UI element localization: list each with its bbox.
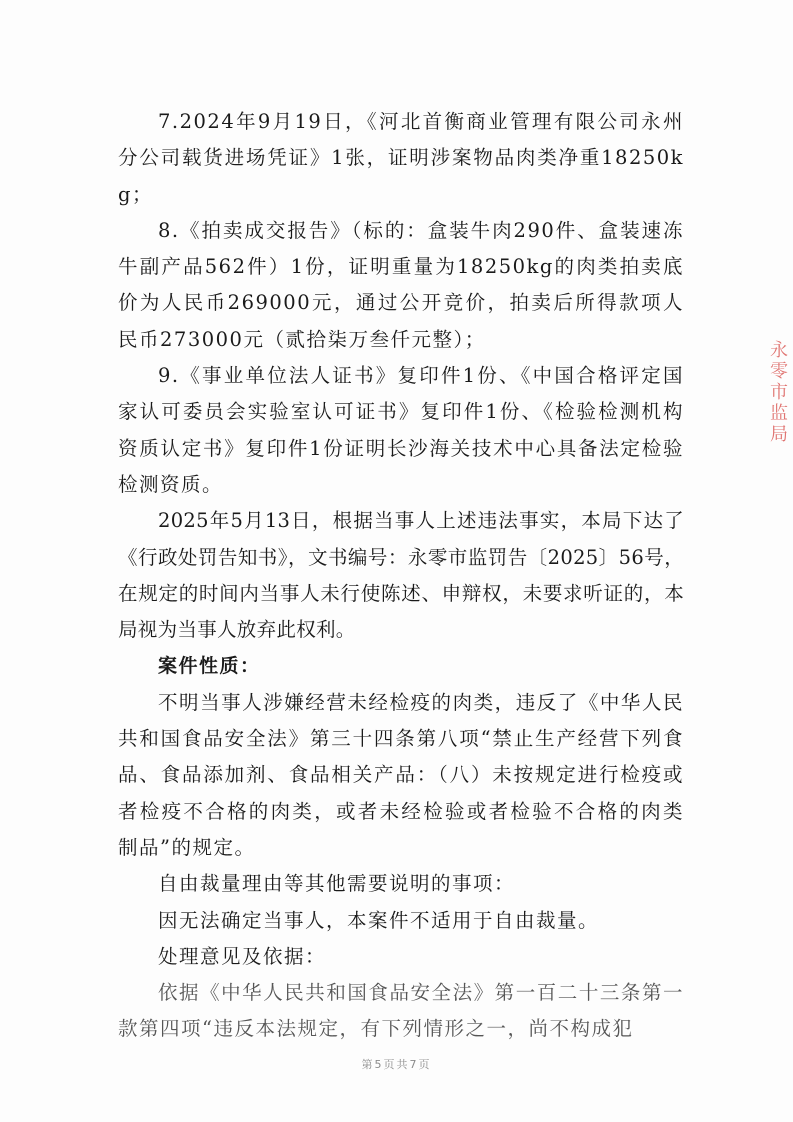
evidence-item-7: 7.2024年9月19日，《河北首衡商业管理有限公司永州分公司载货进场凭证》1张，证明涉案物品肉类净重18250kg；	[118, 110, 684, 206]
notice-paragraph: 2025年5月13日，根据当事人上述违法事实，本局下达了《行政处罚告知书》，文书编号：永零市监罚告〔2025〕56号，在规定的时间内当事人未行使陈述、申辩权，未要求听证的，本局视为当事人放弃此权利。	[118, 509, 684, 642]
case-nature-paragraph: 不明当事人涉嫌经营未经检疫的肉类，违反了《中华人民共和国食品安全法》第三十四条第八项“禁止生产经营下列食品、食品添加剂、食品相关产品：（八）未按规定进行检疫或者检疫不合格的肉类，或者未经检验或者检验不合格的肉类制品”的规定。	[118, 690, 684, 859]
document-body	[118, 104, 684, 1048]
evidence-item-9: 9.《事业单位法人证书》复印件1份、《中国合格评定国家认可委员会实验室认可证书》复印件1份、《检验检测机构资质认定书》复印件1份证明长沙海关技术中心具备法定检验检测资质。	[118, 364, 684, 496]
discretion-heading: 自由裁量理由等其他需要说明的事项：	[158, 872, 516, 896]
page-number: 第5页共7页	[361, 1058, 432, 1071]
handling-basis-paragraph: 依据《中华人民共和国食品安全法》第一百二十三条第一款第四项“违反本法规定，有下列情形之一，尚不构成犯	[118, 981, 684, 1041]
evidence-item-8: 8.《拍卖成交报告》（标的：盒装牛肉290件、盒装速冻牛副产品562件）1份，证明重量为18250kg的肉类拍卖底价为人民币269000元，通过公开竞价，拍卖后所得款项人民币273000元（贰拾柒万叁仟元整）；	[118, 218, 684, 351]
handling-heading: 处理意见及依据：	[158, 944, 327, 968]
discretion-paragraph: 因无法确定当事人，本案件不适用于自由裁量。	[158, 908, 600, 932]
case-nature-heading: 案件性质：	[158, 655, 261, 678]
seal-stamp: 永零市监局	[767, 340, 788, 445]
